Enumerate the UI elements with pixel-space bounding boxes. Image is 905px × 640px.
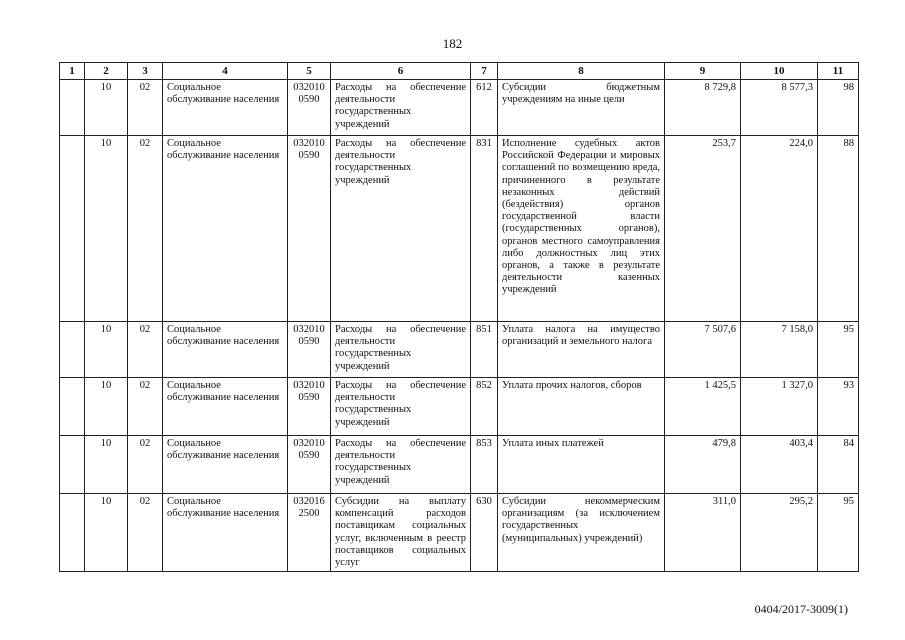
actual-amount-cell: 403,4 <box>741 436 818 494</box>
planned-amount-cell: 1 425,5 <box>665 378 741 436</box>
execution-percent-cell: 95 <box>818 322 859 378</box>
column-header: 7 <box>471 63 498 80</box>
planned-amount-cell: 253,7 <box>665 136 741 322</box>
col-1-cell <box>60 436 85 494</box>
table-row <box>60 322 859 378</box>
target-article-code-part1: 032010 <box>293 380 325 391</box>
subsection-code-cell: 02 <box>128 322 163 378</box>
execution-percent-cell: 95 <box>818 494 859 572</box>
table-row <box>60 80 859 136</box>
section-code-cell: 10 <box>85 494 128 572</box>
target-article-code-part2: 0590 <box>298 94 320 106</box>
budget-table <box>59 62 859 572</box>
planned-amount-cell: 479,8 <box>665 436 741 494</box>
target-article-name-cell: Субсидии на выплату компенсаций расходов поставщикам социальных услуг, включенным в реестр поставщиков социальных услуг <box>331 494 471 572</box>
target-article-code-part2: 0590 <box>298 150 320 162</box>
target-article-code-part2: 0590 <box>298 336 320 348</box>
col-1-cell <box>60 494 85 572</box>
col-1-cell <box>60 136 85 322</box>
col-1-cell <box>60 80 85 136</box>
actual-amount-cell: 7 158,0 <box>741 322 818 378</box>
subsection-code-cell: 02 <box>128 136 163 322</box>
expense-type-code-cell: 853 <box>471 436 498 494</box>
column-header: 10 <box>741 63 818 80</box>
column-header: 4 <box>163 63 288 80</box>
target-article-code-part1: 032010 <box>293 324 325 335</box>
section-code-cell: 10 <box>85 136 128 322</box>
table-row <box>60 436 859 494</box>
subsection-code-cell: 02 <box>128 378 163 436</box>
planned-amount-cell: 7 507,6 <box>665 322 741 378</box>
target-article-code-part1: 032010 <box>293 82 325 93</box>
expense-type-name-cell: Исполнение судебных актов Российской Федерации и мировых соглашений по возмещению вреда, причиненного в результате незаконных действий (бездействия) органов государственной власти (государственных органов), органов местного самоуправления либо должностных лиц этих органов, а также в результате деятельности казенных учреждений <box>498 136 665 322</box>
document-code: 0404/2017-3009(1) <box>754 602 848 616</box>
subsection-code-cell: 02 <box>128 436 163 494</box>
target-article-name-cell: Расходы на обеспечение деятельности государственных учреждений <box>331 80 471 136</box>
execution-percent-cell: 93 <box>818 378 859 436</box>
target-article-cell <box>288 80 331 136</box>
column-header: 8 <box>498 63 665 80</box>
subsection-name-cell: Социальное обслуживание населения <box>163 436 288 494</box>
subsection-name-cell: Социальное обслуживание населения <box>163 322 288 378</box>
target-article-code-part2: 2500 <box>298 508 320 520</box>
col-1-cell <box>60 378 85 436</box>
target-article-code-part2: 0590 <box>298 392 320 404</box>
target-article-name-cell: Расходы на обеспечение деятельности государственных учреждений <box>331 378 471 436</box>
execution-percent-cell: 88 <box>818 136 859 322</box>
execution-percent-cell: 84 <box>818 436 859 494</box>
table-row <box>60 378 859 436</box>
planned-amount-cell: 8 729,8 <box>665 80 741 136</box>
table-body <box>60 80 859 572</box>
section-code-cell: 10 <box>85 80 128 136</box>
execution-percent-cell: 98 <box>818 80 859 136</box>
column-header: 2 <box>85 63 128 80</box>
expense-type-name-cell: Уплата иных платежей <box>498 436 665 494</box>
column-header: 1 <box>60 63 85 80</box>
target-article-code-part2: 0590 <box>298 450 320 462</box>
target-article-cell <box>288 378 331 436</box>
expense-type-code-cell: 831 <box>471 136 498 322</box>
section-code-cell: 10 <box>85 378 128 436</box>
actual-amount-cell: 295,2 <box>741 494 818 572</box>
expense-type-name-cell: Уплата прочих налогов, сборов <box>498 378 665 436</box>
column-header: 9 <box>665 63 741 80</box>
expense-type-code-cell: 612 <box>471 80 498 136</box>
target-article-code-part1: 032010 <box>293 138 325 149</box>
actual-amount-cell: 8 577,3 <box>741 80 818 136</box>
subsection-name-cell: Социальное обслуживание населения <box>163 136 288 322</box>
expense-type-name-cell: Субсидии бюджетным учреждениям на иные цели <box>498 80 665 136</box>
target-article-code-part1: 032010 <box>293 438 325 449</box>
col-1-cell <box>60 322 85 378</box>
table-row <box>60 136 859 322</box>
target-article-code-part1: 032016 <box>293 496 325 507</box>
target-article-name-cell: Расходы на обеспечение деятельности государственных учреждений <box>331 136 471 322</box>
subsection-name-cell: Социальное обслуживание населения <box>163 494 288 572</box>
subsection-name-cell: Социальное обслуживание населения <box>163 80 288 136</box>
expense-type-name-cell: Субсидии некоммерческим организациям (за исключением государственных (муниципальных) учреждений) <box>498 494 665 572</box>
target-article-cell <box>288 322 331 378</box>
section-code-cell: 10 <box>85 436 128 494</box>
expense-type-code-cell: 851 <box>471 322 498 378</box>
target-article-name-cell: Расходы на обеспечение деятельности государственных учреждений <box>331 436 471 494</box>
section-code-cell: 10 <box>85 322 128 378</box>
table-row <box>60 494 859 572</box>
actual-amount-cell: 1 327,0 <box>741 378 818 436</box>
target-article-cell <box>288 136 331 322</box>
column-header: 11 <box>818 63 859 80</box>
expense-type-code-cell: 630 <box>471 494 498 572</box>
subsection-name-cell: Социальное обслуживание населения <box>163 378 288 436</box>
target-article-cell <box>288 494 331 572</box>
page-number: 182 <box>442 36 463 51</box>
column-header: 6 <box>331 63 471 80</box>
column-header: 5 <box>288 63 331 80</box>
subsection-code-cell: 02 <box>128 494 163 572</box>
subsection-code-cell: 02 <box>128 80 163 136</box>
planned-amount-cell: 311,0 <box>665 494 741 572</box>
expense-type-name-cell: Уплата налога на имущество организаций и земельного налога <box>498 322 665 378</box>
actual-amount-cell: 224,0 <box>741 136 818 322</box>
target-article-cell <box>288 436 331 494</box>
expense-type-code-cell: 852 <box>471 378 498 436</box>
column-header: 3 <box>128 63 163 80</box>
target-article-name-cell: Расходы на обеспечение деятельности государственных учреждений <box>331 322 471 378</box>
header-row <box>60 63 859 80</box>
